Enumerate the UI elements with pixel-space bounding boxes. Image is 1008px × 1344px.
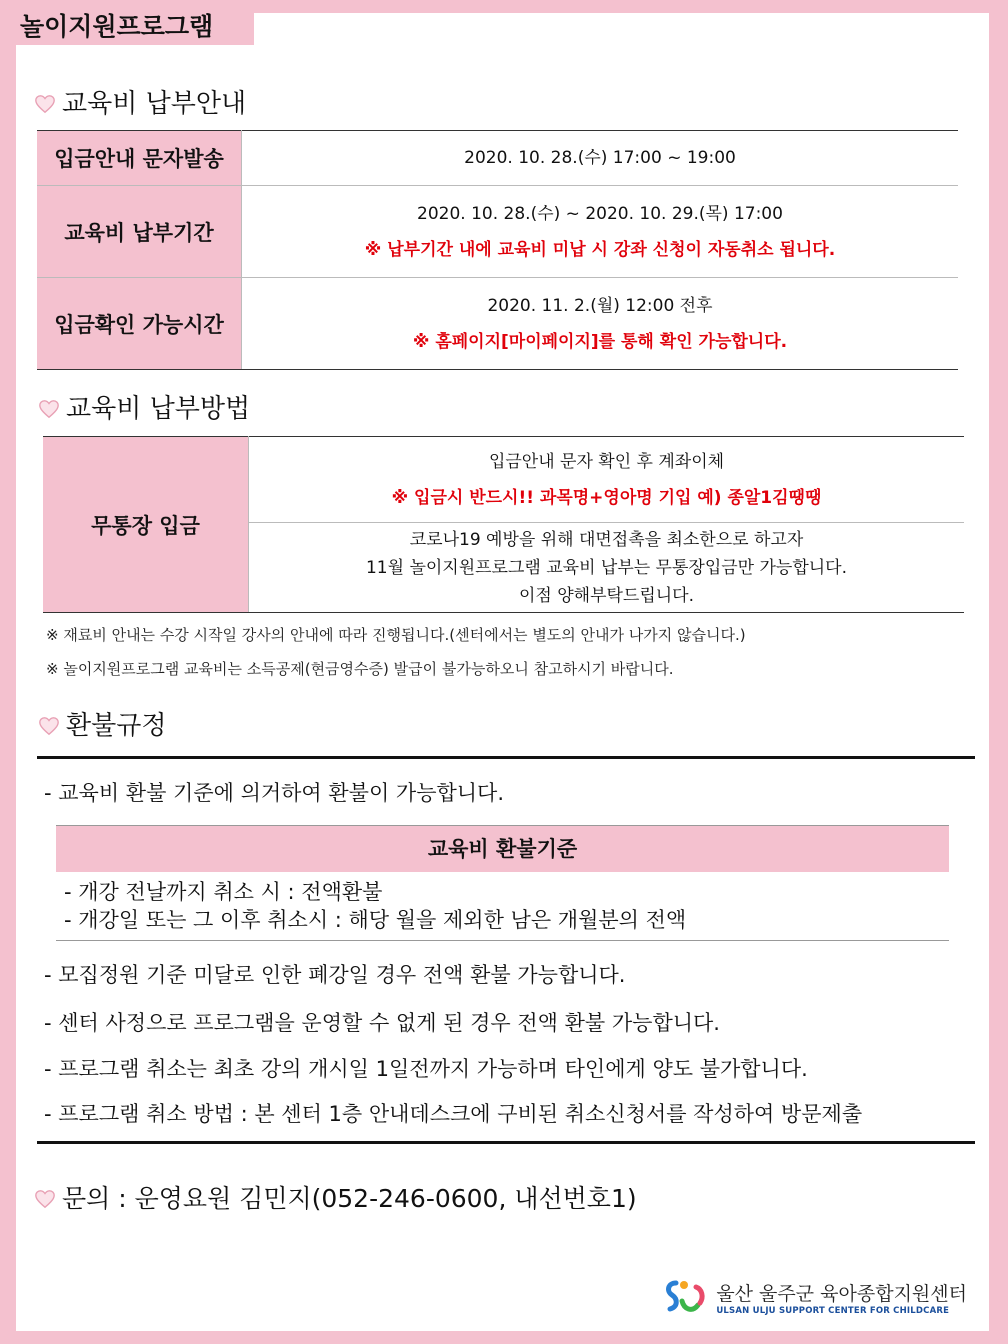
row-label: 무통장 입금 <box>43 437 249 613</box>
divider <box>37 1141 975 1144</box>
page-title: 놀이지원프로그램 <box>16 13 254 45</box>
note-text: ※ 재료비 안내는 수강 시작일 강사의 안내에 따라 진행됩니다.(센터에서는 별도의 안내가 나가지 않습니다.) <box>46 626 746 644</box>
table-row <box>37 278 958 370</box>
refund-criteria-list <box>56 872 949 941</box>
payment-info-table <box>37 130 958 370</box>
refund-criteria-box <box>56 825 949 941</box>
list-item: - 프로그램 취소는 최초 강의 개시일 1일전까지 가능하며 타인에게 양도 불가합니다. <box>44 1057 808 1081</box>
note-text: ※ 놀이지원프로그램 교육비는 소득공제(현금영수증) 발급이 불가능하오니 참고하시기 바랍니다. <box>46 660 674 678</box>
warning-text: ※ 홈페이지[마이페이지]를 통해 확인 가능합니다. <box>412 331 788 352</box>
row-value: 입금안내 문자 확인 후 계좌이체 ※ 입금시 반드시!! 과목명+영아명 기입 예) 종알1김땡땡 <box>249 437 965 523</box>
page <box>16 13 989 1331</box>
refund-criteria-title: 교육비 환불기준 <box>56 825 949 872</box>
logo-icon <box>662 1275 710 1319</box>
row-label: 입금확인 가능시간 <box>37 278 242 370</box>
heart-icon <box>34 93 56 115</box>
section-heading-refund: 환불규정 <box>38 711 166 741</box>
table-row <box>37 186 958 278</box>
table-row <box>37 131 958 186</box>
row-value: 코로나19 예방을 위해 대면접촉을 최소한으로 하고자 11월 놀이지원프로그램 교육비 납부는 무통장입금만 가능합니다. 이점 양해부탁드립니다. <box>249 523 965 613</box>
list-item: - 센터 사정으로 프로그램을 운영할 수 없게 된 경우 전액 환불 가능합니다. <box>44 1011 720 1035</box>
payment-method-table <box>43 436 964 613</box>
warning-text: ※ 입금시 반드시!! 과목명+영아명 기입 예) 종알1김땡땡 <box>391 487 822 508</box>
refund-intro: - 교육비 환불 기준에 의거하여 환불이 가능합니다. <box>44 781 505 805</box>
row-value: 2020. 10. 28.(수) 17:00 ~ 19:00 <box>242 131 959 186</box>
section-heading-payment-method: 교육비 납부방법 <box>38 394 250 424</box>
section-heading-payment-info: 교육비 납부안내 <box>34 89 246 119</box>
list-item: - 개강일 또는 그 이후 취소시 : 해당 월을 제외한 남은 개월분의 전액 <box>64 908 687 932</box>
center-logo: 울산 울주군 육아종합지원센터 ULSAN ULJU SUPPORT CENTER FOR CHILDCARE <box>662 1275 967 1319</box>
heart-icon <box>38 715 60 737</box>
row-label: 입금안내 문자발송 <box>37 131 242 186</box>
heart-icon <box>34 1188 56 1210</box>
row-value: 2020. 11. 2.(월) 12:00 전후 ※ 홈페이지[마이페이지]를 통해 확인 가능합니다. <box>242 278 959 370</box>
contact-info: 문의 : 운영요원 김민지(052-246-0600, 내선번호1) <box>34 1184 637 1214</box>
list-item: - 개강 전날까지 취소 시 : 전액환불 <box>64 880 383 904</box>
row-label: 교육비 납부기간 <box>37 186 242 278</box>
list-item: - 모집정원 기준 미달로 인한 폐강일 경우 전액 환불 가능합니다. <box>44 963 626 987</box>
divider <box>37 756 975 759</box>
row-value: 2020. 10. 28.(수) ~ 2020. 10. 29.(목) 17:00 ※ 납부기간 내에 교육비 미납 시 강좌 신청이 자동취소 됩니다. <box>242 186 959 278</box>
list-item: - 프로그램 취소 방법 : 본 센터 1층 안내데스크에 구비된 취소신청서를 작성하여 방문제출 <box>44 1102 863 1126</box>
heart-icon <box>38 398 60 420</box>
table-row <box>43 437 964 523</box>
warning-text: ※ 납부기간 내에 교육비 미납 시 강좌 신청이 자동취소 됩니다. <box>364 239 836 260</box>
